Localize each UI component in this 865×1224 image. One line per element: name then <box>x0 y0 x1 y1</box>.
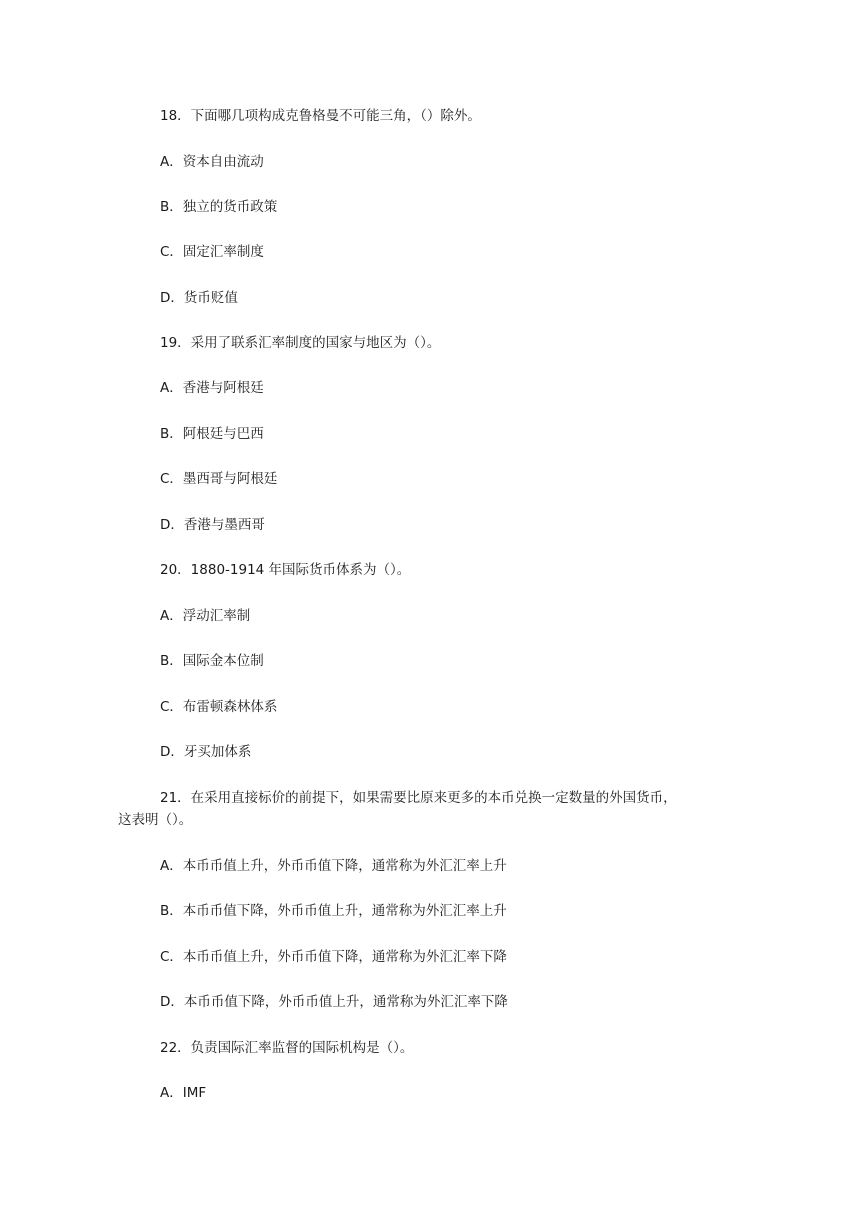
question-18-option-b: B．独立的货币政策 <box>160 199 278 215</box>
question-20-option-c: C．布雷顿森林体系 <box>160 699 278 715</box>
question-18-option-a: A．资本自由流动 <box>160 154 264 170</box>
question-19-option-a: A．香港与阿根廷 <box>160 380 264 396</box>
question-21-option-a: A．本币币值上升，外币币值下降，通常称为外汇汇率上升 <box>160 858 507 874</box>
question-22-stem: 22．负责国际汇率监督的国际机构是（）。 <box>160 1040 414 1056</box>
question-21-option-d: D．本币币值下降，外币币值上升，通常称为外汇汇率下降 <box>160 994 508 1010</box>
question-21-option-c: C．本币币值上升，外币币值下降，通常称为外汇汇率下降 <box>160 949 507 965</box>
question-21-stem-continued: 这表明（）。 <box>118 812 193 828</box>
question-21-option-b: B．本币币值下降，外币币值上升，通常称为外汇汇率上升 <box>160 903 507 919</box>
question-20-option-b: B．国际金本位制 <box>160 653 264 669</box>
question-22-option-a: A．IMF <box>160 1085 207 1101</box>
question-19-option-c: C．墨西哥与阿根廷 <box>160 471 278 487</box>
question-20-option-d: D．牙买加体系 <box>160 744 252 760</box>
question-20-stem: 20．1880-1914 年国际货币体系为（）。 <box>160 562 411 578</box>
question-19-option-d: D．香港与墨西哥 <box>160 517 265 533</box>
question-21-stem: 21．在采用直接标价的前提下，如果需要比原来更多的本币兑换一定数量的外国货币， <box>160 790 677 806</box>
question-18-option-c: C．固定汇率制度 <box>160 244 264 260</box>
question-18-option-d: D．货币贬值 <box>160 290 238 306</box>
question-18-stem: 18．下面哪几项构成克鲁格曼不可能三角，（）除外。 <box>160 108 481 124</box>
question-19-option-b: B．阿根廷与巴西 <box>160 426 264 442</box>
question-20-option-a: A．浮动汇率制 <box>160 608 251 624</box>
question-19-stem: 19．采用了联系汇率制度的国家与地区为（）。 <box>160 335 441 351</box>
